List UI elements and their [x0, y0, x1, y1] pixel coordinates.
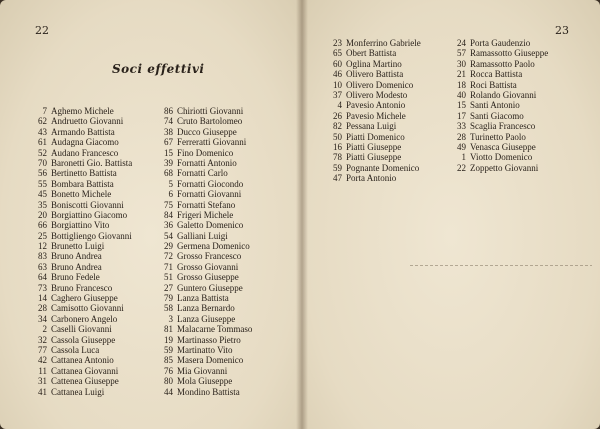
member-name: Cruto Bartolomeo — [177, 116, 243, 127]
member-name: Baronetti Gio. Battista — [51, 157, 133, 168]
member-entry — [34, 376, 132, 386]
member-number: 77 — [38, 344, 47, 355]
member-entry — [328, 48, 421, 58]
member-number: 32 — [38, 334, 47, 345]
member-name: Lanza Bernardo — [177, 303, 235, 314]
member-entry — [34, 220, 132, 230]
member-number: 12 — [38, 241, 47, 252]
member-entry — [452, 121, 548, 131]
member-number: 23 — [333, 38, 342, 48]
member-number: 16 — [333, 141, 342, 152]
member-number: 67 — [164, 137, 173, 148]
member-name: Germena Domenico — [177, 241, 250, 252]
member-entry — [34, 179, 132, 189]
member-entry — [34, 137, 132, 147]
member-number: 5 — [168, 178, 173, 189]
member-number: 18 — [457, 79, 466, 90]
member-name: Fino Domenico — [177, 147, 234, 158]
member-number: 82 — [333, 121, 342, 132]
member-name: Olivero Modesto — [346, 89, 408, 100]
member-name: Grosso Giuseppe — [177, 272, 239, 283]
member-entry — [34, 283, 132, 293]
member-entry — [34, 324, 132, 334]
member-name: Pognante Domenico — [346, 162, 420, 173]
member-entry — [328, 38, 421, 48]
book-gutter — [296, 0, 308, 429]
member-entry — [160, 210, 252, 220]
member-number: 70 — [38, 157, 47, 168]
member-entry — [34, 241, 132, 251]
member-name: Cattenea Giuseppe — [51, 376, 119, 387]
member-number: 30 — [457, 58, 466, 69]
member-column-4 — [452, 38, 548, 173]
member-number: 42 — [38, 355, 47, 366]
member-name: Grosso Giovanni — [177, 261, 239, 272]
member-entry — [160, 262, 252, 272]
member-entry — [452, 38, 548, 48]
member-name: Chiriotti Giovanni — [177, 106, 244, 116]
member-number: 54 — [164, 230, 173, 241]
member-name: Masera Domenico — [177, 355, 244, 366]
member-name: Borgiattino Vito — [51, 220, 110, 231]
member-entry — [34, 106, 132, 116]
member-number: 61 — [38, 137, 47, 148]
member-entry — [34, 168, 132, 178]
member-number: 58 — [164, 303, 173, 314]
member-entry — [34, 158, 132, 168]
member-name: Mola Giuseppe — [177, 376, 233, 387]
member-name: Rocca Battista — [470, 69, 523, 80]
member-entry — [160, 127, 252, 137]
member-name: Ramassotto Paolo — [470, 58, 535, 69]
member-number: 72 — [164, 251, 173, 262]
member-name: Venasca Giuseppe — [470, 141, 536, 152]
member-entry — [328, 142, 421, 152]
member-number: 15 — [457, 100, 466, 111]
member-number: 51 — [164, 272, 173, 283]
member-entry — [34, 189, 132, 199]
member-name: Bruno Andrea — [51, 251, 102, 262]
member-number: 20 — [38, 209, 47, 220]
member-entry — [34, 200, 132, 210]
divider-rule — [410, 265, 592, 266]
member-entry — [328, 152, 421, 162]
member-name: Fornatti Carlo — [177, 168, 228, 179]
member-number: 56 — [38, 168, 47, 179]
member-number: 73 — [38, 282, 47, 293]
member-entry — [328, 100, 421, 110]
member-number: 60 — [333, 58, 342, 69]
member-name: Ducco Giuseppe — [177, 126, 237, 137]
member-name: Galetto Domenico — [177, 220, 244, 231]
member-entry — [34, 303, 132, 313]
member-number: 71 — [164, 261, 173, 272]
member-entry — [160, 324, 252, 334]
member-number: 2 — [42, 324, 47, 335]
member-name: Olivero Battista — [346, 69, 404, 80]
member-number: 74 — [164, 116, 173, 127]
member-number: 46 — [333, 69, 342, 80]
member-number: 59 — [333, 162, 342, 173]
member-name: Boniscotti Giovanni — [51, 199, 124, 210]
member-entry — [452, 132, 548, 142]
member-entry — [160, 283, 252, 293]
member-entry — [328, 173, 421, 183]
member-column-1 — [34, 106, 132, 397]
member-number: 25 — [38, 230, 47, 241]
member-name: Monferrino Gabriele — [346, 38, 421, 48]
member-number: 86 — [164, 106, 173, 116]
member-number: 55 — [38, 178, 47, 189]
member-name: Pavesio Michele — [346, 110, 406, 121]
member-number: 28 — [457, 131, 466, 142]
member-number: 21 — [457, 69, 466, 80]
member-name: Carbonero Angelo — [51, 313, 118, 324]
member-entry — [328, 90, 421, 100]
member-name: Piatti Giuseppe — [346, 152, 402, 163]
member-name: Porta Gaudenzio — [470, 38, 531, 48]
member-number: 22 — [457, 162, 466, 173]
member-name: Aghemo Michele — [51, 106, 114, 116]
member-name: Bottigliengo Giovanni — [51, 230, 132, 241]
member-number: 39 — [164, 157, 173, 168]
member-number: 80 — [164, 376, 173, 387]
member-entry — [452, 142, 548, 152]
member-name: Fornatti Giocondo — [177, 178, 244, 189]
member-number: 27 — [164, 282, 173, 293]
member-name: Cattanea Luigi — [51, 386, 105, 397]
member-number: 37 — [333, 89, 342, 100]
member-name: Malacarne Tommaso — [177, 324, 253, 335]
member-entry — [34, 345, 132, 355]
member-name: Ferreratti Giovanni — [177, 137, 247, 148]
member-number: 83 — [38, 251, 47, 262]
member-name: Frigeri Michele — [177, 209, 234, 220]
member-number: 44 — [164, 386, 173, 397]
member-name: Grosso Francesco — [177, 251, 242, 262]
member-number: 31 — [38, 376, 47, 387]
member-number: 38 — [164, 126, 173, 137]
member-name: Andruetto Giovanni — [51, 116, 124, 127]
member-entry — [160, 366, 252, 376]
member-name: Obert Battista — [346, 48, 397, 59]
member-entry — [160, 179, 252, 189]
member-entry — [160, 106, 252, 116]
member-name: Bruno Andrea — [51, 261, 102, 272]
member-number: 62 — [38, 116, 47, 127]
member-name: Fornatti Giovanni — [177, 189, 242, 200]
member-entry — [452, 80, 548, 90]
member-number: 6 — [168, 189, 173, 200]
member-number: 63 — [38, 261, 47, 272]
member-entry — [160, 387, 252, 397]
member-number: 52 — [38, 147, 47, 158]
member-name: Cattanea Giovanni — [51, 365, 119, 376]
member-name: Caghero Giuseppe — [51, 293, 118, 304]
member-number: 28 — [38, 303, 47, 314]
member-number: 41 — [38, 386, 47, 397]
page-number: 23 — [555, 24, 569, 37]
member-entry — [34, 231, 132, 241]
member-name: Oglina Martino — [346, 58, 402, 69]
member-entry — [160, 345, 252, 355]
member-entry — [34, 293, 132, 303]
member-number: 66 — [38, 220, 47, 231]
member-name: Pessana Luigi — [346, 121, 397, 132]
member-name: Porta Antonio — [346, 173, 397, 184]
member-entry — [34, 366, 132, 376]
member-number: 85 — [164, 355, 173, 366]
member-name: Cassola Giuseppe — [51, 334, 116, 345]
member-entry — [452, 59, 548, 69]
member-name: Martinatto Vito — [177, 344, 233, 355]
member-entry — [34, 355, 132, 365]
member-number: 29 — [164, 241, 173, 252]
member-entry — [452, 152, 548, 162]
member-name: Fornatti Stefano — [177, 199, 236, 210]
member-entry — [328, 69, 421, 79]
member-entry — [328, 80, 421, 90]
member-name: Audagna Giacomo — [51, 137, 119, 148]
member-name: Cattanea Antonio — [51, 355, 114, 366]
member-number: 34 — [38, 313, 47, 324]
member-name: Brunetto Luigi — [51, 241, 105, 252]
member-name: Pavesio Antonio — [346, 100, 406, 111]
member-name: Camisotto Giovanni — [51, 303, 124, 314]
member-entry — [160, 251, 252, 261]
member-entry — [160, 189, 252, 199]
member-name: Mia Giovanni — [177, 365, 228, 376]
member-number: 49 — [457, 141, 466, 152]
member-entry — [160, 376, 252, 386]
right-page — [302, 0, 600, 429]
member-name: Piatti Domenico — [346, 131, 405, 142]
member-name: Zoppetto Giovanni — [470, 162, 539, 173]
member-name: Santi Antonio — [470, 100, 520, 111]
member-number: 24 — [457, 38, 466, 48]
member-entry — [452, 100, 548, 110]
member-entry — [160, 293, 252, 303]
member-entry — [160, 137, 252, 147]
member-number: 64 — [38, 272, 47, 283]
member-name: Roci Battista — [470, 79, 517, 90]
member-name: Fornatti Antonio — [177, 157, 237, 168]
member-number: 47 — [333, 173, 342, 184]
member-entry — [452, 163, 548, 173]
member-name: Santi Giacomo — [470, 110, 524, 121]
member-name: Caselli Giovanni — [51, 324, 112, 335]
member-name: Borgiattino Giacomo — [51, 209, 128, 220]
member-number: 79 — [164, 293, 173, 304]
member-number: 81 — [164, 324, 173, 335]
member-name: Lanza Giuseppe — [177, 313, 236, 324]
member-name: Armando Battista — [51, 126, 115, 137]
member-number: 76 — [164, 365, 173, 376]
member-entry — [34, 272, 132, 282]
member-entry — [160, 220, 252, 230]
member-entry — [34, 210, 132, 220]
member-entry — [160, 355, 252, 365]
member-column-2 — [160, 106, 252, 397]
member-number: 7 — [42, 106, 47, 116]
member-entry — [160, 314, 252, 324]
member-entry — [34, 148, 132, 158]
member-number: 65 — [333, 48, 342, 59]
member-entry — [160, 241, 252, 251]
member-name: Bonetto Michele — [51, 189, 112, 200]
member-number: 40 — [457, 89, 466, 100]
member-number: 36 — [164, 220, 173, 231]
member-number: 35 — [38, 199, 47, 210]
member-number: 84 — [164, 209, 173, 220]
member-number: 17 — [457, 110, 466, 121]
member-entry — [160, 148, 252, 158]
member-name: Cassola Luca — [51, 344, 100, 355]
member-name: Bruno Fedele — [51, 272, 100, 283]
member-number: 59 — [164, 344, 173, 355]
member-entry — [328, 111, 421, 121]
member-name: Mondino Battista — [177, 386, 240, 397]
member-name: Viotto Domenico — [470, 152, 533, 163]
member-number: 3 — [168, 313, 173, 324]
member-name: Bruno Francesco — [51, 282, 113, 293]
member-entry — [160, 116, 252, 126]
member-number: 4 — [337, 100, 342, 111]
member-entry — [452, 69, 548, 79]
member-number: 10 — [333, 79, 342, 90]
member-name: Martinasso Pietro — [177, 334, 241, 345]
member-entry — [452, 111, 548, 121]
member-name: Lanza Battista — [177, 293, 229, 304]
member-number: 15 — [164, 147, 173, 158]
member-number: 11 — [38, 365, 47, 376]
member-name: Bertinetto Battista — [51, 168, 117, 179]
member-entry — [34, 387, 132, 397]
section-title: Soci effettivi — [112, 62, 205, 76]
member-entry — [34, 335, 132, 345]
member-entry — [328, 132, 421, 142]
member-number: 14 — [38, 293, 47, 304]
member-number: 68 — [164, 168, 173, 179]
member-number: 1 — [461, 152, 466, 163]
member-entry — [160, 231, 252, 241]
member-number: 78 — [333, 152, 342, 163]
member-entry — [160, 272, 252, 282]
member-entry — [452, 90, 548, 100]
page-number: 22 — [35, 24, 49, 37]
member-name: Scaglia Francesco — [470, 121, 536, 132]
member-entry — [34, 251, 132, 261]
member-number: 26 — [333, 110, 342, 121]
member-entry — [34, 116, 132, 126]
member-entry — [328, 59, 421, 69]
member-name: Turinetto Paolo — [470, 131, 526, 142]
member-entry — [160, 335, 252, 345]
member-entry — [34, 314, 132, 324]
member-name: Bombara Battista — [51, 178, 114, 189]
member-entry — [160, 158, 252, 168]
member-entry — [160, 168, 252, 178]
member-name: Ramassotto Giuseppe — [470, 48, 549, 59]
member-number: 50 — [333, 131, 342, 142]
member-number: 45 — [38, 189, 47, 200]
member-entry — [328, 163, 421, 173]
member-name: Olivero Domenico — [346, 79, 414, 90]
member-entry — [160, 303, 252, 313]
member-name: Piatti Giuseppe — [346, 141, 402, 152]
member-entry — [34, 127, 132, 137]
member-entry — [160, 200, 252, 210]
member-number: 33 — [457, 121, 466, 132]
member-number: 19 — [164, 334, 173, 345]
member-number: 43 — [38, 126, 47, 137]
member-entry — [452, 48, 548, 58]
member-number: 75 — [164, 199, 173, 210]
member-entry — [34, 262, 132, 272]
member-name: Audano Francesco — [51, 147, 119, 158]
member-number: 57 — [457, 48, 466, 59]
member-name: Galliani Luigi — [177, 230, 228, 241]
member-name: Rolando Giovanni — [470, 89, 537, 100]
member-name: Guntero Giuseppe — [177, 282, 243, 293]
member-column-3 — [328, 38, 421, 183]
member-entry — [328, 121, 421, 131]
